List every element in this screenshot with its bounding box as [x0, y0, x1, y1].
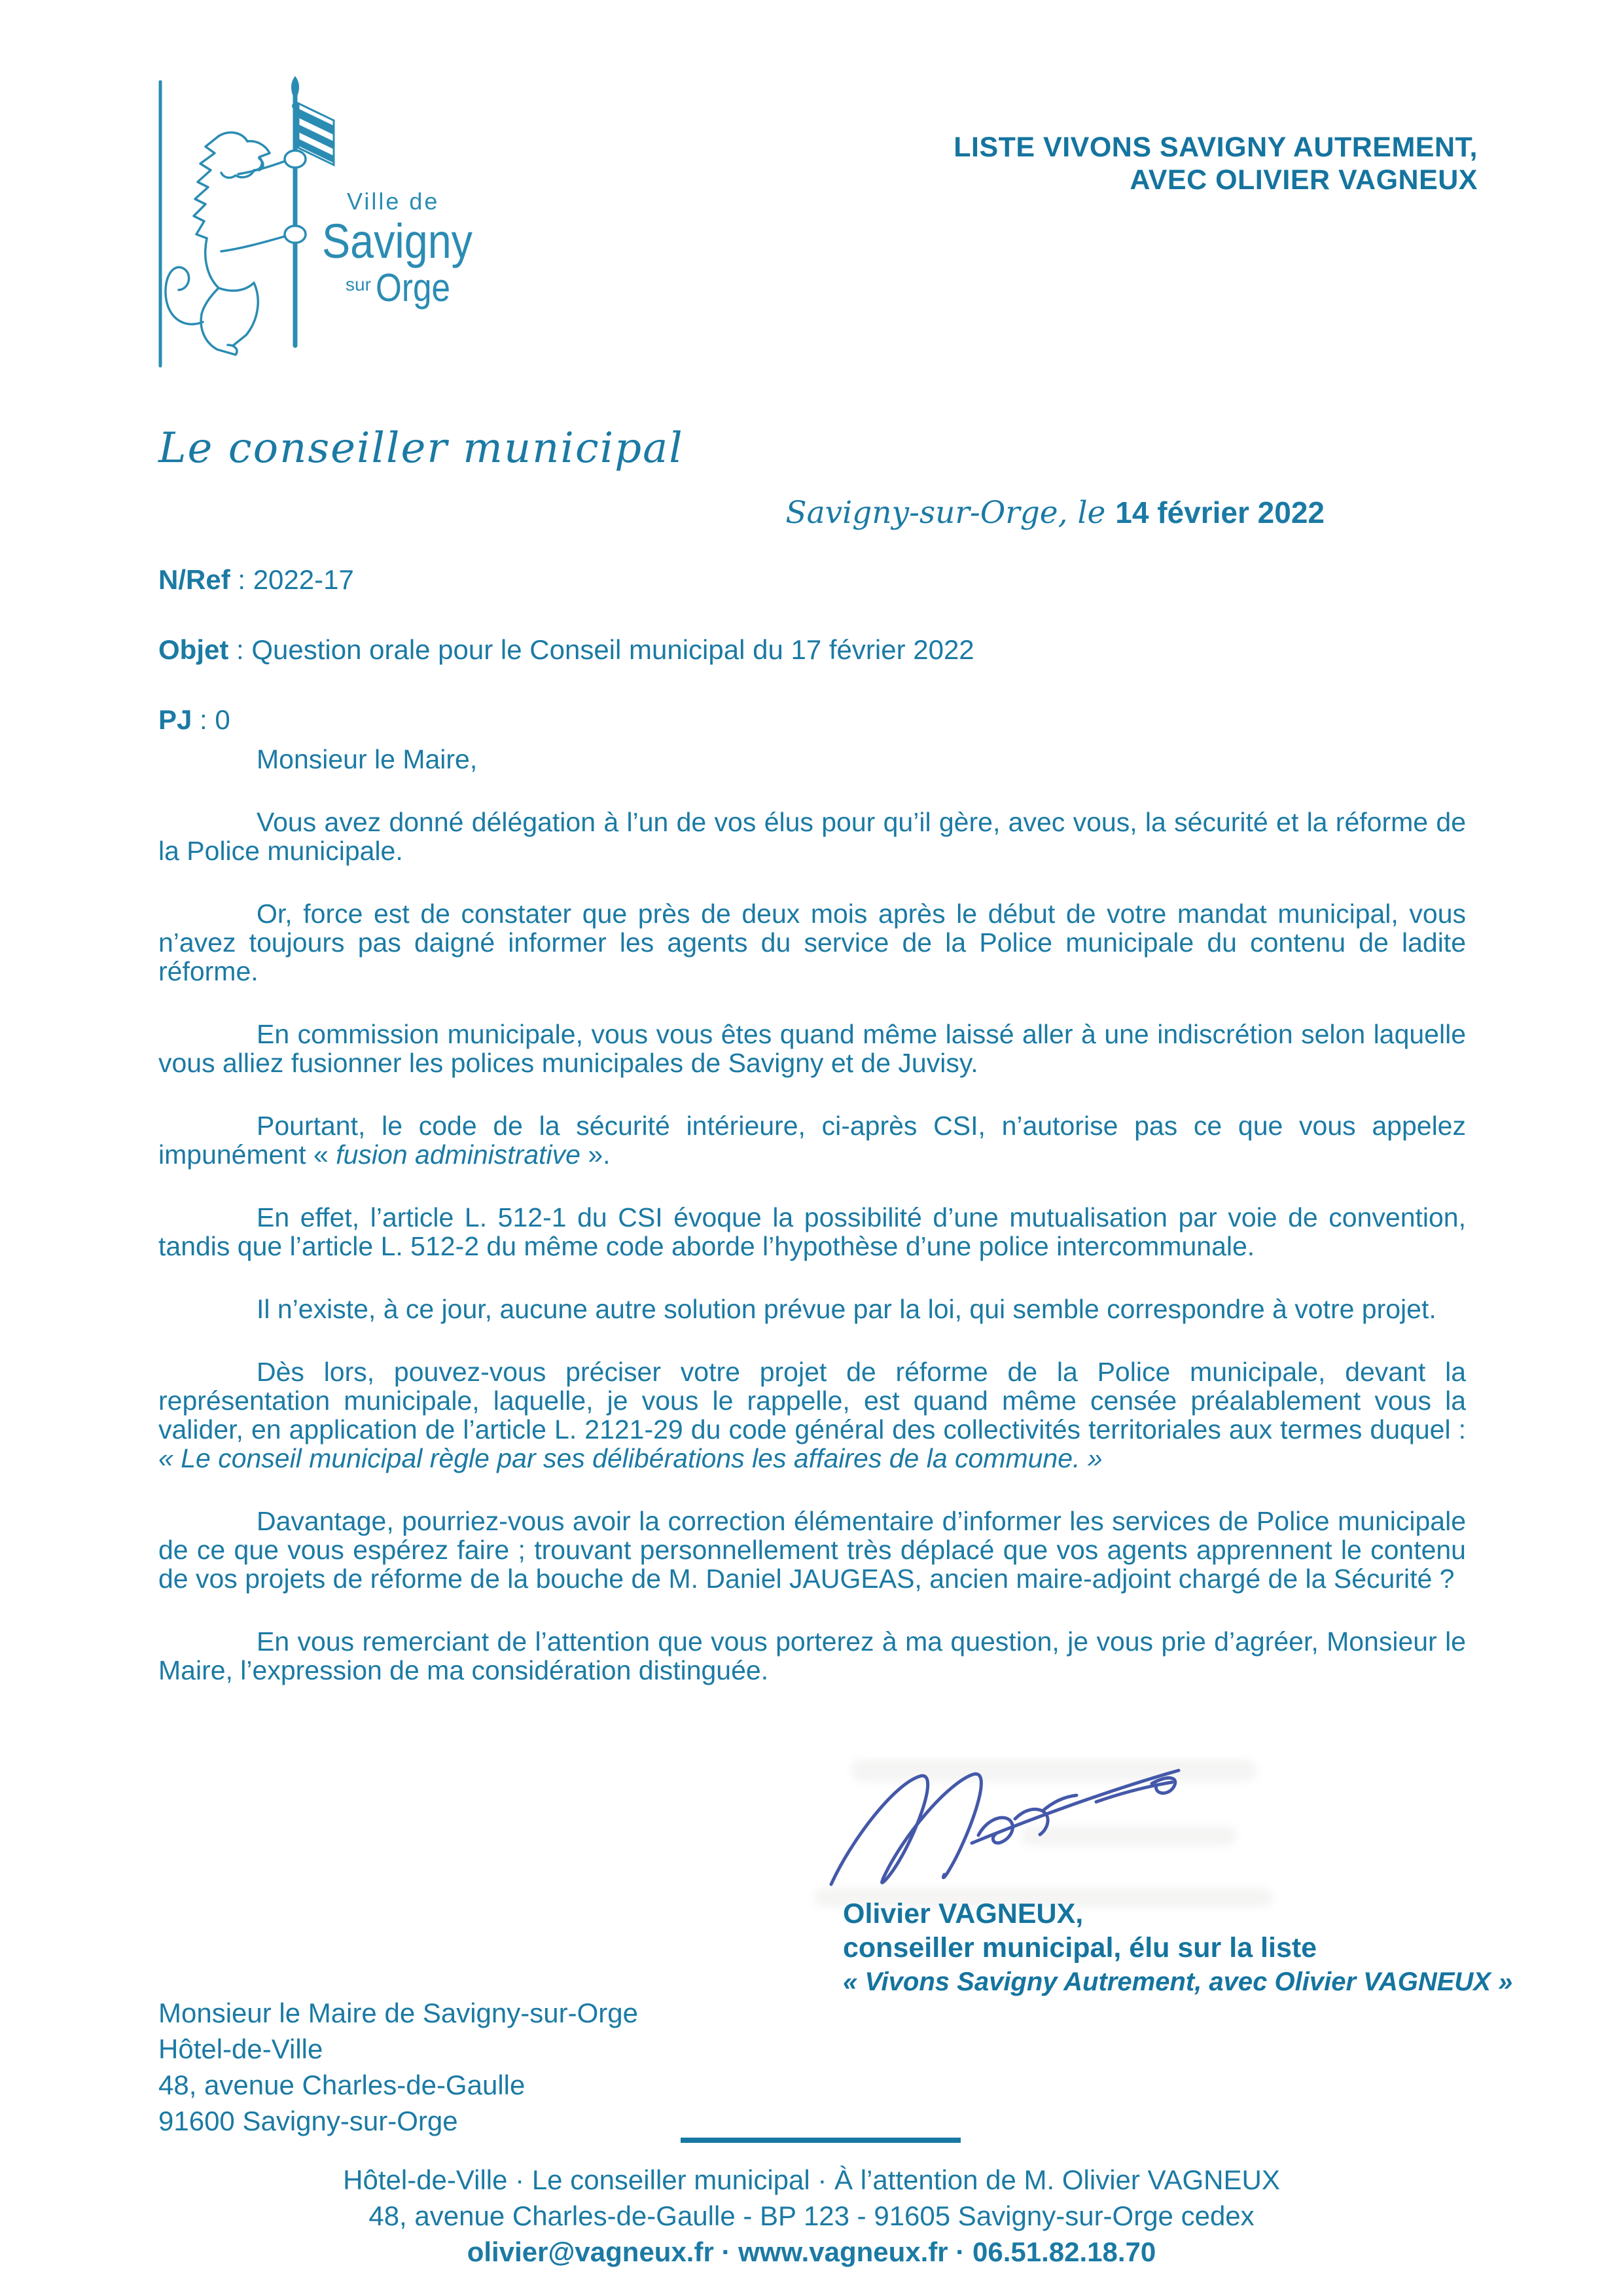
recipient-address-line: Hôtel-de-Ville	[158, 2034, 323, 2064]
list-header	[954, 131, 1478, 196]
recipient-address	[158, 1995, 638, 2139]
body-paragraph: Vous avez donné délégation à l’un de vos élus pour qu’il gère, avec vous, la sécurité et la réforme de la Police municipale.	[158, 807, 1466, 866]
signer-name: Olivier VAGNEUX,	[843, 1898, 1084, 1929]
lion-paw-upper	[285, 151, 306, 168]
logo-wordmark-orge: Orge	[376, 266, 450, 310]
salutation: Monsieur le Maire,	[257, 744, 478, 774]
logo-wordmark-ville-de: Ville de	[347, 188, 440, 215]
spearhead	[291, 76, 299, 101]
ref-line-nref: N/Ref : 2022-17	[158, 564, 354, 595]
footer-line1: Hôtel-de-Ville · Le conseiller municipal · À l’attention de M. Olivier VAGNEUX	[343, 2164, 1280, 2195]
signer-list: « Vivons Savigny Autrement, avec Olivier VAGNEUX »	[843, 1967, 1513, 1996]
body-paragraph: Or, force est de constater que près de deux mois après le début de votre mandat municipal, vous n’avez toujours pas daigné informer les agents du service de la Police municipale du contenu de ladite réforme.	[158, 899, 1466, 986]
body-paragraph: Davantage, pourriez-vous avoir la correction élémentaire d’informer les services de Police municipale de ce que vous espérez faire ; trouvant personnellement très déplacé que vos agents apprennent le contenu de vos projets de réforme de la bouche de M. Daniel JAUGEAS, ancien maire-adjoint chargé de la Sécurité ?	[158, 1506, 1466, 1594]
footer-line2: 48, avenue Charles-de-Gaulle - BP 123 - 91605 Savigny-sur-Orge cedex	[368, 2200, 1255, 2231]
body-paragraph: Dès lors, pouvez-vous préciser votre projet de réforme de la Police municipale, devant la représentation municipale, laquelle, je vous le rappelle, est quand même censée préalablement vous la valider, en application de l’article L. 2121-29 du code général des collectivités territoriales aux termes duquel : « Le conseil municipal règle par ses délibérations les affaires de la commune. »	[158, 1357, 1466, 1473]
signer-role: conseiller municipal, élu sur la liste	[843, 1932, 1317, 1964]
body-paragraph: En vous remerciant de l’attention que vous porterez à ma question, je vous prie d’agréer, Monsieur le Maire, l’expression de ma considération distinguée.	[158, 1626, 1466, 1685]
letter-body	[158, 745, 1466, 1719]
body-paragraph: En effet, l’article L. 512-1 du CSI évoque la possibilité d’une mutualisation par voie de convention, tandis que l’article L. 512-2 du même code aborde l’hypothèse d’une police intercommunale.	[158, 1202, 1466, 1261]
page-title: Le conseiller municipal	[158, 424, 684, 473]
footer-contact-line: olivier@vagneux.fr · www.vagneux.fr · 06.51.82.18.70	[467, 2236, 1156, 2267]
dateline-date: 14 février 2022	[1115, 495, 1325, 529]
city-letterhead-logo	[156, 73, 483, 381]
list-header-line1: LISTE VIVONS SAVIGNY AUTREMENT,	[954, 132, 1478, 163]
logo-wordmark-sur: sur	[346, 274, 371, 295]
handwritten-signature	[821, 1756, 1188, 1900]
savigny-sur-orge-crest	[156, 73, 483, 381]
dateline	[157, 495, 1325, 531]
list-header-line2: AVEC OLIVIER VAGNEUX	[1130, 164, 1478, 196]
reference-block	[158, 564, 974, 774]
recipient-address-line: 91600 Savigny-sur-Orge	[158, 2106, 458, 2136]
ref-line-objet: Objet : Question orale pour le Conseil municipal du 17 février 2022	[158, 634, 974, 665]
body-paragraph: En commission municipale, vous vous êtes quand même laissé aller à une indiscrétion selon laquelle vous alliez fusionner les polices municipales de Savigny et de Juvisy.	[158, 1019, 1466, 1078]
page-footer	[0, 2162, 1623, 2270]
dateline-place: Savigny-sur-Orge, le	[785, 495, 1116, 531]
body-paragraph: Il n’existe, à ce jour, aucune autre solution prévue par la loi, qui semble correspondre à votre projet.	[257, 1294, 1436, 1324]
lion-icon	[166, 132, 294, 355]
lion-paw-lower	[285, 226, 306, 243]
logo-wordmark-savigny: Savigny	[322, 214, 473, 268]
signature-block	[843, 1897, 1512, 1999]
footer-divider	[681, 2138, 961, 2143]
recipient-address-line: 48, avenue Charles-de-Gaulle	[158, 2070, 526, 2100]
paragraphs-container	[158, 808, 1466, 1685]
ref-line-pj: PJ : 0	[158, 704, 230, 735]
body-paragraph: Pourtant, le code de la sécurité intérieure, ci-après CSI, n’autorise pas ce que vous appelez impunément « fusion administrative ».	[158, 1111, 1466, 1170]
recipient-address-line: Monsieur le Maire de Savigny-sur-Orge	[158, 1998, 638, 2028]
